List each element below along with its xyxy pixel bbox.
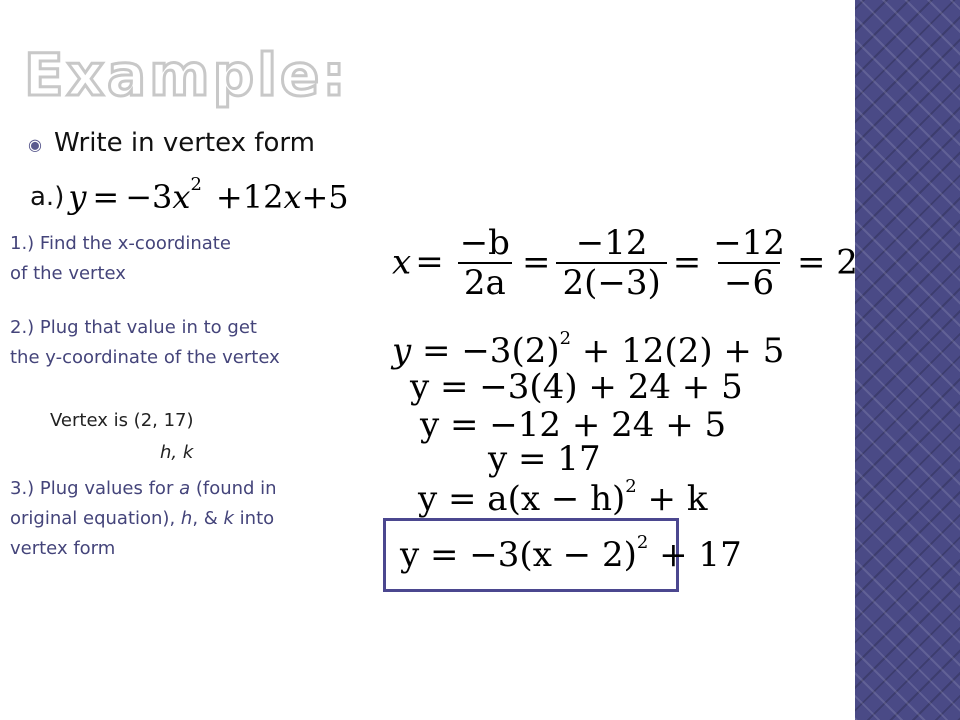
step-3-var-a: a: [179, 478, 191, 499]
equation-step-2b: y = −3(4) + 24 + 5: [410, 367, 743, 407]
problem-plus1: +12: [215, 178, 284, 216]
eq1-num-3: −12: [713, 223, 785, 263]
eq1-fraction-3: [707, 223, 791, 303]
step-3-text-a: 3.) Plug values for: [10, 478, 180, 499]
eq1-result: = 2: [797, 242, 858, 283]
problem-x: x: [172, 178, 191, 216]
step-1-line-1: 1.) Find the x-coordinate: [10, 233, 231, 254]
step-3-var-h: h: [180, 508, 193, 529]
eq1-den-1: 2a: [458, 262, 512, 303]
problem-row: [30, 174, 349, 216]
step-3-line-1: [10, 474, 277, 504]
equation-step-2c: y = −12 + 24 + 5: [420, 405, 727, 445]
decorative-side-band: [855, 0, 960, 720]
eq7-sup: 2: [636, 532, 649, 553]
equation-final-answer: [400, 532, 742, 575]
problem-eq: =: [92, 178, 120, 216]
part-label: a.): [30, 182, 65, 212]
problem-y: y: [68, 178, 87, 216]
eq2-lhs: y: [392, 331, 412, 371]
step-3-text-c: original equation),: [10, 508, 181, 529]
step-3-text-b: (found in: [190, 478, 277, 499]
step-3-text-amp: , &: [192, 508, 224, 529]
slide-title: Example:: [24, 41, 349, 109]
problem-equation: [68, 174, 349, 216]
step-1-line-2: of the vertex: [10, 263, 126, 284]
equation-step-2a: [392, 328, 785, 371]
eq7-b: + 17: [648, 535, 742, 575]
equation-step-2d: y = 17: [488, 439, 601, 479]
step-3-var-k: k: [223, 508, 234, 529]
eq1-den-2: 2(−3): [556, 262, 666, 303]
eq2-a: = −3(2): [411, 331, 560, 371]
eq2-sup: 2: [559, 328, 572, 349]
eq1-eq: =: [415, 242, 444, 283]
step-2-line-1: 2.) Plug that value in to get: [10, 317, 257, 338]
circled-bullet-icon: ◉: [28, 134, 42, 154]
eq7-a: y = −3(x − 2): [400, 535, 637, 575]
problem-plus2: +5: [301, 178, 349, 216]
eq1-num-2: −12: [575, 223, 648, 263]
eq1-fraction-1: [454, 223, 516, 303]
step-3-line-3: vertex form: [10, 538, 116, 559]
vertex-note: Vertex is (2, 17): [50, 410, 194, 431]
eq1-den-3: −6: [718, 262, 780, 303]
step-2: [10, 313, 280, 373]
eq1-eq-3: =: [672, 242, 702, 283]
equation-vertex-form: [418, 476, 708, 519]
step-2-line-2: the y-coordinate of the vertex: [10, 347, 280, 368]
bullet-text: Write in vertex form: [53, 128, 315, 158]
step-3-line-2: [10, 504, 277, 534]
equation-x-coordinate: [392, 223, 858, 303]
step-1: [10, 229, 231, 289]
step-3: [10, 474, 277, 564]
problem-exp: 2: [190, 174, 202, 195]
eq1-x: x: [392, 242, 412, 283]
eq6-b: + k: [636, 479, 708, 519]
hk-note: h, k: [160, 442, 194, 463]
eq1-num-1: −b: [459, 223, 510, 263]
eq1-fraction-2: [556, 223, 666, 303]
eq6-a: y = a(x − h): [418, 479, 626, 519]
problem-c1: −3: [125, 178, 173, 216]
problem-x2: x: [283, 178, 302, 216]
eq1-eq-2: =: [521, 242, 551, 283]
eq2-b: + 12(2) + 5: [571, 331, 785, 371]
bullet-item: [28, 128, 315, 158]
step-3-text-d: into: [233, 508, 275, 529]
eq6-sup: 2: [625, 476, 637, 497]
